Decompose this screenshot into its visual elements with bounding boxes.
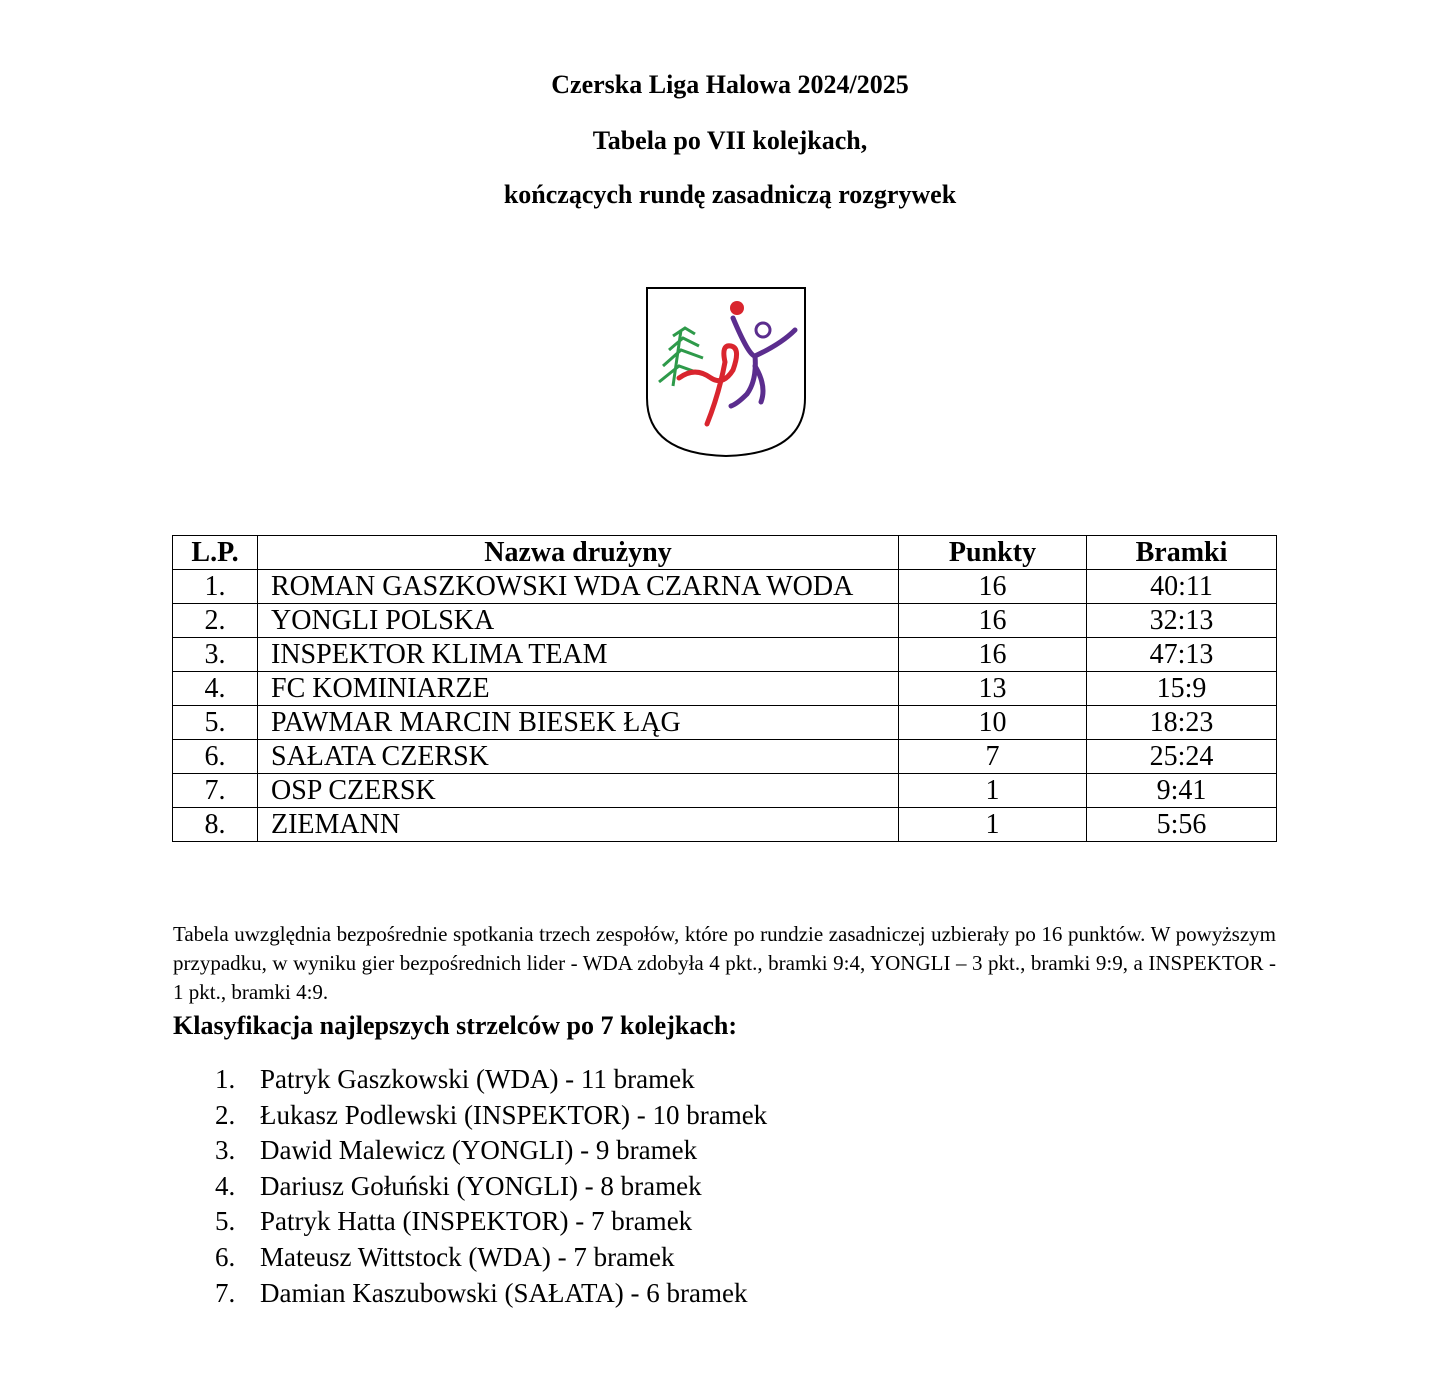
row-team: INSPEKTOR KLIMA TEAM bbox=[258, 638, 899, 672]
list-item-text: Dawid Malewicz (YONGLI) - 9 bramek bbox=[260, 1135, 698, 1166]
row-goals: 47:13 bbox=[1087, 638, 1277, 672]
row-goals: 25:24 bbox=[1087, 740, 1277, 774]
document-subtitle-2: kończących rundę zasadniczą rozgrywek bbox=[503, 180, 957, 209]
list-item-number: 5. bbox=[215, 1206, 236, 1237]
row-lp: 7. bbox=[173, 774, 258, 808]
list-item bbox=[215, 1169, 767, 1205]
list-item bbox=[215, 1204, 767, 1240]
row-points: 16 bbox=[899, 604, 1087, 638]
list-item-text: Patryk Gaszkowski (WDA) - 11 bramek bbox=[260, 1064, 695, 1094]
list-item-number: 3. bbox=[215, 1135, 236, 1166]
row-team: SAŁATA CZERSK bbox=[258, 740, 899, 774]
table-row bbox=[173, 672, 1277, 706]
table-row bbox=[173, 706, 1277, 740]
row-goals: 18:23 bbox=[1087, 706, 1277, 740]
league-crest-logo bbox=[645, 286, 807, 458]
row-lp: 1. bbox=[173, 570, 258, 604]
tiebreak-note: Tabela uwzględnia bezpośrednie spotkania trzech zespołów, które po rundzie zasadniczej uzbierały po 16 punktów. W powyższym przypadku, w wyniku gier bezpośrednich lider - WDA zdobyła 4 pkt., bramki 9:4, YONGLI – 3 pkt., bramki 9:9, a INSPEKTOR - 1 pkt., bramki 4:9. bbox=[173, 922, 1276, 1004]
header-points: Punkty bbox=[899, 536, 1087, 570]
list-item bbox=[215, 1062, 767, 1098]
list-item-number: 2. bbox=[215, 1099, 236, 1130]
row-team: PAWMAR MARCIN BIESEK ŁĄG bbox=[258, 706, 899, 740]
top-scorers-list bbox=[215, 1062, 767, 1311]
row-points: 16 bbox=[899, 570, 1087, 604]
row-goals: 5:56 bbox=[1087, 808, 1277, 842]
row-goals: 40:11 bbox=[1087, 570, 1277, 604]
table-row bbox=[173, 808, 1277, 842]
table-row bbox=[173, 638, 1277, 672]
row-goals: 32:13 bbox=[1087, 604, 1277, 638]
list-item bbox=[215, 1276, 767, 1312]
row-team: ROMAN GASZKOWSKI WDA CZARNA WODA bbox=[258, 570, 899, 604]
row-team: YONGLI POLSKA bbox=[258, 604, 899, 638]
row-lp: 8. bbox=[173, 808, 258, 842]
league-table bbox=[172, 535, 1277, 842]
list-item-text: Dariusz Gołuński (YONGLI) - 8 bramek bbox=[260, 1170, 702, 1201]
row-points: 1 bbox=[899, 808, 1087, 842]
row-lp: 4. bbox=[173, 672, 258, 706]
row-points: 1 bbox=[899, 774, 1087, 808]
list-item-text: Patryk Hatta (INSPEKTOR) - 7 bramek bbox=[260, 1206, 693, 1237]
table-row bbox=[173, 604, 1277, 638]
header-goals: Bramki bbox=[1087, 536, 1277, 570]
table-header-row bbox=[173, 536, 1277, 570]
table-row bbox=[173, 740, 1277, 774]
row-points: 13 bbox=[899, 672, 1087, 706]
header-team-name: Nazwa drużyny bbox=[258, 536, 899, 570]
ball-icon bbox=[730, 301, 744, 315]
table-row bbox=[173, 774, 1277, 808]
row-lp: 5. bbox=[173, 706, 258, 740]
list-item bbox=[215, 1133, 767, 1169]
list-item-number: 4. bbox=[215, 1170, 236, 1201]
row-team: OSP CZERSK bbox=[258, 774, 899, 808]
list-item-number: 1. bbox=[215, 1064, 236, 1094]
list-item-text: Damian Kaszubowski (SAŁATA) - 6 bramek bbox=[260, 1277, 748, 1308]
document-subtitle-1: Tabela po VII kolejkach, bbox=[592, 126, 868, 155]
row-points: 7 bbox=[899, 740, 1087, 774]
list-item-number: 6. bbox=[215, 1241, 236, 1272]
row-lp: 6. bbox=[173, 740, 258, 774]
row-lp: 3. bbox=[173, 638, 258, 672]
row-points: 10 bbox=[899, 706, 1087, 740]
list-item bbox=[215, 1240, 767, 1276]
list-item-number: 7. bbox=[215, 1277, 236, 1308]
row-goals: 15:9 bbox=[1087, 672, 1277, 706]
row-points: 16 bbox=[899, 638, 1087, 672]
list-item bbox=[215, 1098, 767, 1134]
row-team: ZIEMANN bbox=[258, 808, 899, 842]
list-item-text: Łukasz Podlewski (INSPEKTOR) - 10 bramek bbox=[260, 1099, 768, 1130]
table-row bbox=[173, 570, 1277, 604]
row-lp: 2. bbox=[173, 604, 258, 638]
document-title: Czerska Liga Halowa 2024/2025 bbox=[551, 70, 909, 99]
row-goals: 9:41 bbox=[1087, 774, 1277, 808]
list-item-text: Mateusz Wittstock (WDA) - 7 bramek bbox=[260, 1241, 675, 1272]
top-scorers-heading: Klasyfikacja najlepszych strzelców po 7 kolejkach: bbox=[173, 1011, 738, 1040]
header-lp: L.P. bbox=[173, 536, 258, 570]
row-team: FC KOMINIARZE bbox=[258, 672, 899, 706]
